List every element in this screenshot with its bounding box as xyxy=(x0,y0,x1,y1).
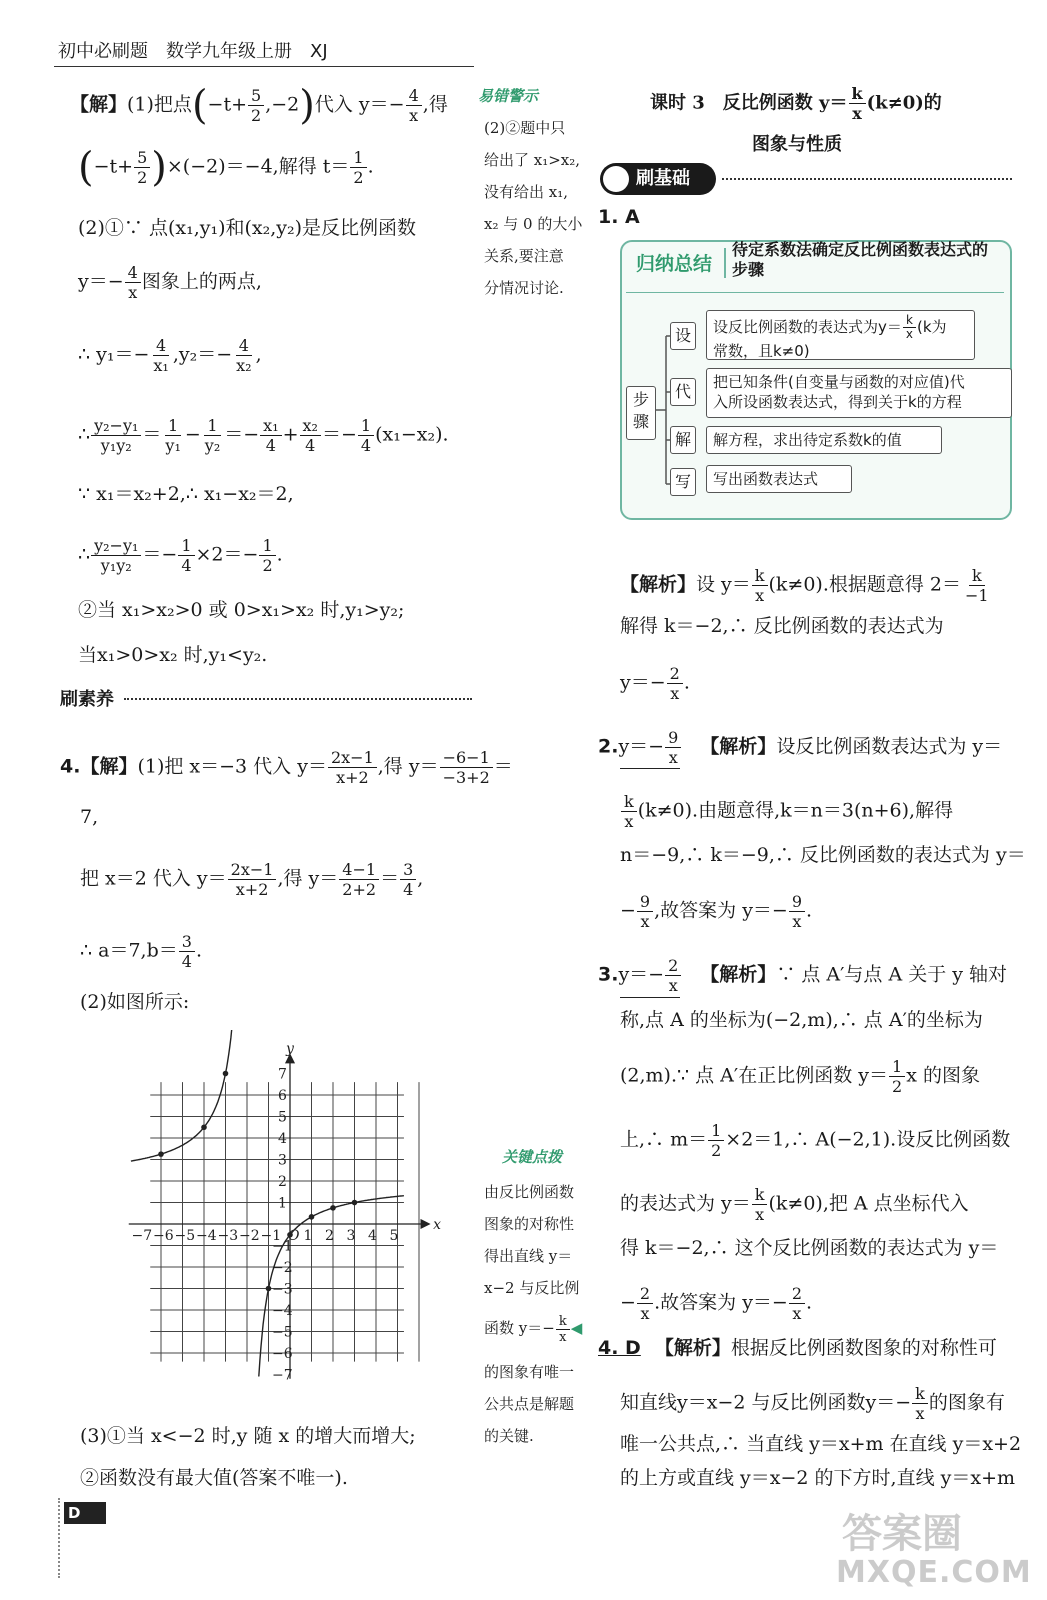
q4-line-2: 7, xyxy=(80,806,99,828)
answer-line-7: ∵ x₁＝x₂+2,∴ x₁−x₂＝2, xyxy=(78,483,294,505)
x-axis-label: x xyxy=(433,1217,442,1233)
hyperbola-branch-left xyxy=(131,1030,235,1161)
warning-note-line: 分情况讨论. xyxy=(484,279,564,297)
step-key-substitute: 代 xyxy=(670,378,696,406)
y-tick-label: 7 xyxy=(278,1066,287,1083)
y-axis-label: y xyxy=(286,1040,294,1057)
q4-line-1: 4.【解】(1)把 x＝−3 代入 y＝ $\frac{2x-1}{x+2}$ ,得 y＝ $\frac{-6-1}{-3+2}$ ＝ xyxy=(60,748,513,787)
q4r-line-1: 4. D 【解析】根据反比例函数图象的对称性可 xyxy=(598,1337,997,1359)
step-key-set: 设 xyxy=(670,322,696,350)
q3-line-7: − $\frac{2}{x}$ .故答案为 y＝− $\frac{2}{x}$ . xyxy=(620,1284,813,1323)
q3-line-5: 的表达式为 y＝ $\frac{k}{x}$ (k≠0),把 A 点坐标代入 xyxy=(620,1185,969,1224)
note-warning-title: 易错警示 xyxy=(478,87,539,105)
q4r-line-4: 的上方或直线 y＝x−2 的下方时,直线 y＝x+m xyxy=(620,1467,1016,1489)
q4-line-7: ②函数没有最大值(答案不唯一). xyxy=(80,1467,348,1489)
y-tick-label: −6 xyxy=(272,1346,293,1362)
y-tick-label: −3 xyxy=(272,1281,293,1298)
key-note-line: 的图象有唯一 xyxy=(484,1363,575,1381)
footer-page-tab: D xyxy=(64,1502,106,1524)
answer-line-4: y＝− $\frac{4}{x}$ 图象上的两点, xyxy=(78,263,262,302)
x-tick-label: −1 xyxy=(260,1228,282,1244)
watermark-cn: 答案圈 xyxy=(842,1511,962,1557)
y-tick-label: −1 xyxy=(272,1238,293,1255)
y-tick-label: −7 xyxy=(272,1367,293,1384)
plotted-point xyxy=(309,1214,315,1220)
y-tick-label: −5 xyxy=(272,1324,293,1341)
plotted-point xyxy=(158,1151,164,1157)
summary-title-divider xyxy=(724,248,726,278)
a1-line-1: 【解析】设 y＝ $\frac{k}{x}$ (k≠0).根据题意得 2＝ $\frac{k}{-1}$ xyxy=(620,566,989,605)
y-tick-label: 3 xyxy=(278,1152,287,1169)
x-tick-label: 4 xyxy=(368,1228,377,1244)
section-dotted-rule xyxy=(124,698,472,700)
key-note-line: 图象的对称性 xyxy=(484,1215,575,1233)
plotted-point xyxy=(330,1205,336,1211)
x-tick-label: 3 xyxy=(346,1228,356,1244)
a1-line-2: 解得 k＝−2,∴ 反比例函数的表达式为 xyxy=(620,615,944,637)
q3-answer-underline xyxy=(620,997,680,998)
q4-line-5: (2)如图所示: xyxy=(80,991,190,1013)
a1-line-3: y＝− $\frac{2}{x}$ . xyxy=(620,664,690,703)
warning-note-line: x₂ 与 0 的大小 xyxy=(484,215,583,233)
answer-line-5: ∴ y₁＝− $\frac{4}{\text{x₁}}$ ,y₂＝− $\frac{4}{\text{x₂}}$ , xyxy=(78,336,262,375)
badge-icon xyxy=(603,166,629,192)
answer-line-3: (2)①∵ 点(x₁,y₁)和(x₂,y₂)是反比例函数 xyxy=(78,217,417,239)
running-header: 初中必刷题 数学九年级上册 XJ xyxy=(58,41,328,62)
q4-line-4: ∴ a＝7,b＝ $\frac{3}{4}$ . xyxy=(80,932,202,971)
y-tick-label: 5 xyxy=(278,1109,287,1126)
q2-answer-underline xyxy=(620,768,680,769)
q3-line-3: (2,m).∵ 点 A′在正比例函数 y＝ $\frac{1}{2}$ x 的图象 xyxy=(620,1057,980,1096)
x-tick-label: −7 xyxy=(131,1228,153,1244)
graph-curves xyxy=(131,1030,404,1377)
x-axis-arrow xyxy=(421,1220,429,1228)
footer-dotted-edge xyxy=(58,1498,60,1578)
watermark-en: MXQE.COM xyxy=(836,1555,1032,1590)
summary-divider xyxy=(626,292,1004,293)
x-tick-label: −3 xyxy=(217,1228,239,1244)
graph-labels xyxy=(132,1041,442,1384)
key-note-line: 公共点是解题 xyxy=(484,1395,575,1413)
y-tick-label: 2 xyxy=(278,1174,287,1190)
q1-answer: 1. A xyxy=(598,206,640,228)
summary-title: 归纳总结 xyxy=(636,253,713,275)
x-tick-label: −6 xyxy=(153,1228,174,1244)
hyperbola-graph xyxy=(118,1030,448,1398)
key-note-line: 由反比例函数 xyxy=(484,1183,575,1201)
x-tick-label: 2 xyxy=(325,1228,334,1244)
lesson-subtitle: 图象与性质 xyxy=(752,134,842,155)
key-note-line: 得出直线 y＝ xyxy=(484,1247,573,1265)
note-key-formula: 函数 y＝− $\frac{k}{x}$ ◀ xyxy=(484,1313,583,1345)
summary-subtitle: 待定系数法确定反比例函数表达式的步骤 xyxy=(732,240,989,279)
answer-line-10: 当x₁>0>x₂ 时,y₁<y₂. xyxy=(78,644,268,666)
step-box-substitute: 把已知条件(自变量与函数的对应值)代 入所设函数表达式，得到关于k的方程 xyxy=(706,368,1012,418)
q2-line-4: − $\frac{9}{x}$ ,故答案为 y＝− $\frac{9}{x}$ . xyxy=(620,892,813,931)
q2-line-3: n＝−9,∴ k＝−9,∴ 反比例函数的表达式为 y＝ xyxy=(620,844,1026,866)
y-tick-label: 6 xyxy=(278,1088,287,1104)
warning-note-line: 给出了 x₁>x₂, xyxy=(484,151,581,169)
x-tick-label: −5 xyxy=(174,1228,196,1244)
step-box-solve: 解方程，求出待定系数k的值 xyxy=(706,426,942,454)
plotted-point xyxy=(201,1124,207,1130)
y-tick-label: 4 xyxy=(278,1131,287,1147)
q4-line-6: (3)①当 x<−2 时,y 随 x 的增大而增大; xyxy=(80,1425,416,1447)
key-note-line: x−2 与反比例 xyxy=(484,1279,580,1297)
q3-line-1: 3.y＝− $\frac{2}{x}$ 【解析】∵ 点 A′与点 A 关于 y 轴对 xyxy=(598,956,1008,995)
q3-line-6: 得 k＝−2,∴ 这个反比例函数的表达式为 y＝ xyxy=(620,1237,999,1259)
warning-note-line: (2)②题中只 xyxy=(484,119,566,137)
section-dotted-rule-right xyxy=(722,178,1012,180)
q2-line-1: 2.y＝− $\frac{9}{x}$ 【解析】设反比例函数表达式为 y＝ xyxy=(598,728,1003,767)
y-tick-label: −4 xyxy=(272,1303,293,1319)
x-tick-label: 1 xyxy=(303,1228,313,1244)
x-tick-label: 5 xyxy=(389,1228,399,1244)
q4-line-3: 把 x＝2 代入 y＝ $\frac{2x-1}{x+2}$ ,得 y＝ $\frac{4-1}{2+2}$ ＝ $\frac{3}{4}$ , xyxy=(80,860,424,899)
answer-line-6: ∴ $\frac{\text{y₂−y₁}}{\text{y₁y₂}}$ ＝ $\frac{1}{\text{y₁}}$ − $\frac{1}{\text{y₂}}$ ＝− $\frac{\text{x₁}}{4}$ + $\frac{\text{x₂}}{4}$ ＝− $\frac{1}{4}$ (x₁−x₂). xyxy=(78,416,449,455)
plotted-point xyxy=(266,1286,272,1292)
q3-line-2: 称,点 A 的坐标为(−2,m),∴ 点 A′的坐标为 xyxy=(620,1009,983,1031)
y-tick-label: −2 xyxy=(272,1260,293,1276)
warning-note-line: 没有给出 x₁, xyxy=(484,183,569,201)
plotted-point xyxy=(352,1200,358,1206)
section-heading-literacy: 刷素养 xyxy=(60,689,114,710)
section-title-basic: 刷基础 xyxy=(636,168,690,189)
answer-line-9: ②当 x₁>x₂>0 或 0>x₁>x₂ 时,y₁>y₂; xyxy=(78,599,405,621)
step-box-set: 设反比例函数的表达式为y＝ $\frac{k}{x}$ (k为 常数，且k≠0) xyxy=(706,310,975,360)
plotted-point xyxy=(223,1071,229,1077)
x-tick-label: −4 xyxy=(196,1228,217,1244)
origin-label: O xyxy=(288,1228,300,1244)
warning-note-line: 关系,要注意 xyxy=(484,247,564,265)
step-box-write: 写出函数表达式 xyxy=(706,465,852,493)
step-key-write: 写 xyxy=(670,468,696,496)
q3-line-4: 上,∴ m＝ $\frac{1}{2}$ ×2＝1,∴ A(−2,1).设反比例函数 xyxy=(620,1121,1011,1160)
header-rule xyxy=(54,66,474,67)
q4r-line-3: 唯一公共点,∴ 当直线 y＝x+m 在直线 y＝x+2 xyxy=(620,1433,1022,1455)
answer-line-8: ∴ $\frac{\text{y₂−y₁}}{\text{y₁y₂}}$ ＝− $\frac{1}{4}$ ×2＝− $\frac{1}{2}$ . xyxy=(78,536,283,575)
step-key-solve: 解 xyxy=(670,426,696,454)
q2-line-2: $\frac{k}{x}$ (k≠0).由题意得,k＝n＝3(n+6),解得 xyxy=(620,792,953,831)
y-tick-label: 1 xyxy=(278,1195,287,1212)
key-note-line: 的关键. xyxy=(484,1427,534,1445)
q4r-line-2: 知直线y＝x−2 与反比例函数y＝− $\frac{k}{x}$ 的图象有 xyxy=(620,1384,1005,1423)
lesson-title: 课时 3 反比例函数 y＝ $\frac{k}{x}$ (k≠0)的 xyxy=(650,84,942,123)
steps-label: 步骤 xyxy=(626,386,656,440)
answer-line-2: (−t+ $\frac{5}{2}$ )×(−2)＝−4,解得 t＝ $\frac{1}{2}$ . xyxy=(78,144,374,191)
note-key-title: 关键点拨 xyxy=(502,1148,563,1166)
answer-line-1: 【解】(1)把点(−t+ $\frac{5}{2}$ ,−2)代入 y＝− $\frac{4}{x}$ ,得 xyxy=(70,82,448,129)
x-tick-label: −2 xyxy=(239,1228,260,1244)
